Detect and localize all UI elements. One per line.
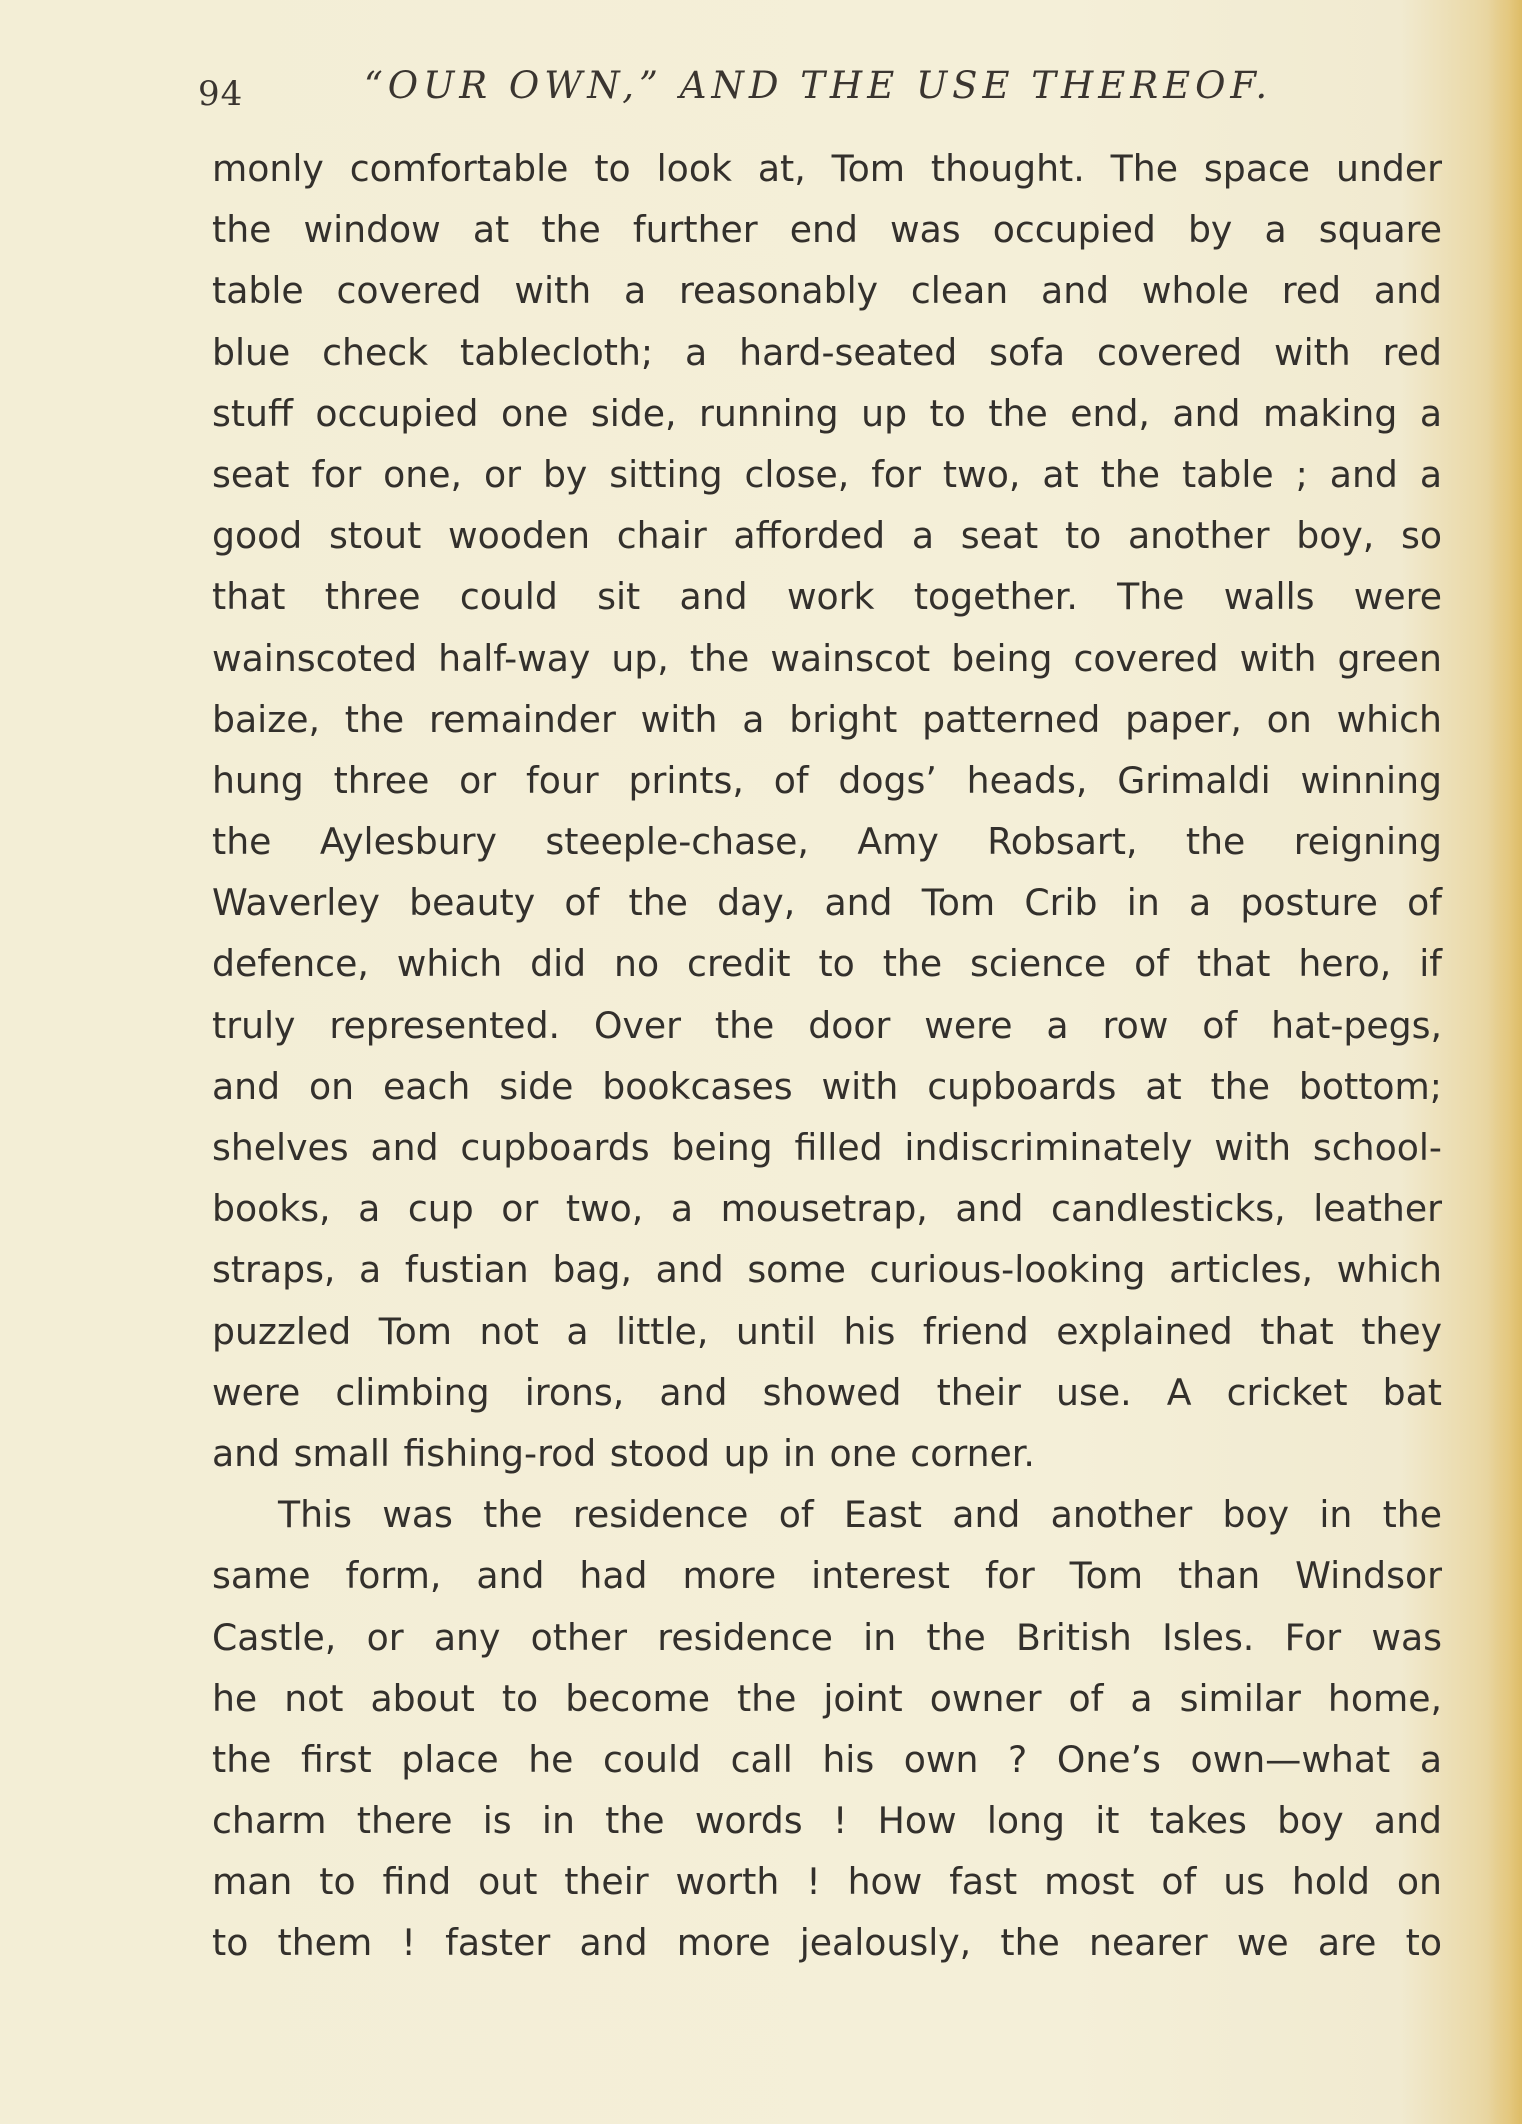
- text-line: the window at the further end was occupied by a square: [212, 208, 1442, 252]
- running-title: “OUR OWN,” AND THE USE THEREOF.: [363, 64, 1273, 107]
- text-line: to them ! faster and more jealously, the nearer we are to: [212, 1921, 1442, 1965]
- text-line: stuff occupied one side, running up to the end, and making a: [212, 391, 1442, 435]
- page-header: [198, 64, 1438, 114]
- text-line: good stout wooden chair afforded a seat to another boy, so: [212, 514, 1442, 558]
- text-line: the first place he could call his own ? One’s own—what a: [212, 1737, 1442, 1781]
- text-line: and on each side bookcases with cupboards at the bottom;: [212, 1064, 1442, 1108]
- text-line: baize, the remainder with a bright patterned paper, on which: [212, 697, 1442, 741]
- text-line: monly comfortable to look at, Tom thought. The space under: [212, 147, 1442, 190]
- text-line: hung three or four prints, of dogs’ heads, Grimaldi winning: [212, 758, 1442, 802]
- page-edge-shading: [1488, 0, 1522, 2124]
- text-line: table covered with a reasonably clean and whole red and: [212, 269, 1442, 313]
- text-line: Castle, or any other residence in the British Isles. For was: [212, 1615, 1442, 1659]
- text-line: charm there is in the words ! How long it takes boy and: [212, 1799, 1442, 1843]
- text-line: blue check tablecloth; a hard-seated sofa covered with red: [212, 330, 1442, 374]
- text-line: seat for one, or by sitting close, for two, at the table ; and a: [212, 452, 1442, 496]
- text-line: shelves and cupboards being filled indiscriminately with school-: [212, 1126, 1442, 1169]
- text-line: straps, a fustian bag, and some curious-looking articles, which: [212, 1248, 1442, 1292]
- text-line: Waverley beauty of the day, and Tom Crib in a posture of: [212, 881, 1442, 925]
- text-line: the Aylesbury steeple-chase, Amy Robsart, the reigning: [212, 820, 1442, 864]
- text-line: that three could sit and work together. The walls were: [212, 575, 1442, 619]
- text-line: puzzled Tom not a little, until his friend explained that they: [212, 1309, 1442, 1353]
- text-line-paragraph-end: and small fishing-rod stood up in one corner.: [212, 1431, 1035, 1475]
- page-number: 94: [198, 74, 244, 114]
- text-line: same form, and had more interest for Tom than Windsor: [212, 1554, 1442, 1598]
- text-line: wainscoted half-way up, the wainscot being covered with green: [212, 636, 1442, 680]
- body-text: [212, 138, 1442, 1974]
- text-line: he not about to become the joint owner of a similar home,: [212, 1676, 1442, 1720]
- text-line-paragraph-start: This was the residence of East and another boy in the: [278, 1493, 1442, 1537]
- text-line: were climbing irons, and showed their use. A cricket bat: [212, 1370, 1442, 1414]
- text-line: truly represented. Over the door were a row of hat-pegs,: [212, 1003, 1442, 1047]
- text-line: defence, which did no credit to the science of that hero, if: [212, 942, 1442, 986]
- text-line: man to find out their worth ! how fast most of us hold on: [212, 1860, 1442, 1904]
- text-line: books, a cup or two, a mousetrap, and candlesticks, leather: [212, 1187, 1442, 1231]
